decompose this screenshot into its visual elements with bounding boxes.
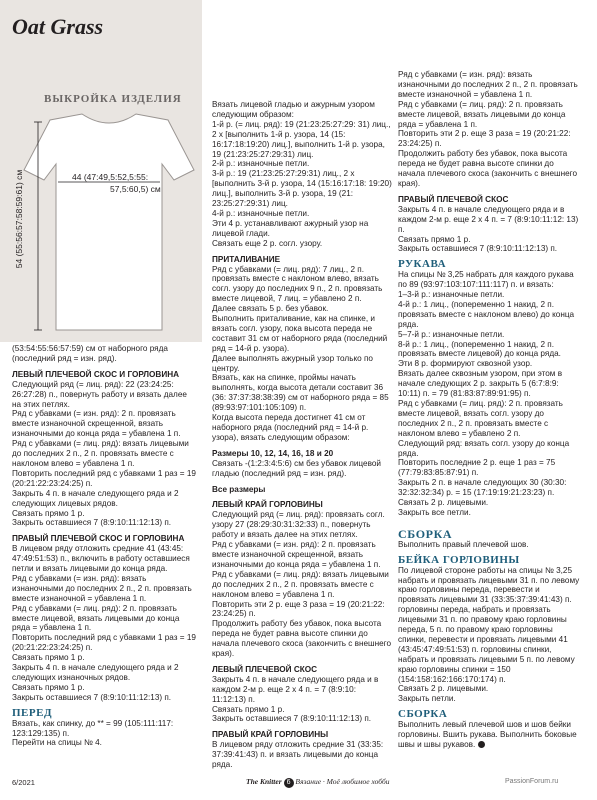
paragraph: Далее связать 5 р. без убавок. bbox=[212, 304, 329, 314]
paragraph: Связать еще 2 р. согл. узору. bbox=[212, 238, 323, 248]
paragraph: Ряд с убавками (= изн. ряд): вязать изнаночными до последних 2 п., 2 п. провязать вместе изнаночной = убавлена 1 п. bbox=[398, 70, 578, 99]
paragraph: Ряд с убавками (= лиц. ряд): вязать лицевыми до последних 2 п., 2 п. провязать вместе с наклоном влево = убавлена 1 п. bbox=[212, 569, 389, 599]
paragraph: Вязать, как на спинке, проймы начать выполнять, когда высота детали составит 36 (36: 37:37:38:38:39) см от наборного ряда = 85 (89:93:97:101:105:109) п. bbox=[212, 373, 389, 413]
magazine-name: The Knitter bbox=[246, 777, 282, 786]
paragraph: 8-й р.: 1 лиц., (попеременно 1 накид, 2 п. провязать вместе лицевой) до конца ряда. bbox=[398, 339, 561, 359]
paragraph: Закрыть 4 п. в начале следующего ряда и 2 следующих изнаночных рядов. bbox=[12, 663, 179, 682]
text-column-1 bbox=[12, 344, 196, 748]
paragraph: 3-й р.: 19 (21:23:25:27:29:31) лиц., 2 х [выполнить 3-й р. узора, 14 (15:16:17:18: 19:20) лиц.], выполнить 3-й р. узора, 19 (21: 23:25:27:29:31) лиц. bbox=[212, 169, 392, 209]
section-heading: РУКАВА bbox=[398, 258, 447, 271]
width-measure-line2: 57,5:60,5) см bbox=[110, 184, 161, 194]
paragraph: Связать прямо 1 р. bbox=[212, 704, 285, 714]
paragraph bbox=[398, 720, 580, 750]
paragraph: Выполнить правый плечевой шов. bbox=[398, 539, 529, 549]
paragraph: (53:54:55:56:57:59) см от наборного ряда (последний ряд = изн. ряд). bbox=[12, 344, 168, 363]
paragraph: Когда высота переда достигнет 41 см от наборного ряда (последний ряд = 14-й р. узора), вязать следующим образом: bbox=[212, 413, 369, 442]
paragraph: Вязать лицевой гладью и ажурным узором следующим образом: bbox=[212, 100, 375, 119]
end-mark-icon bbox=[478, 741, 485, 748]
width-measure-line1: 44 (47:49,5:52,5:55: bbox=[72, 172, 149, 182]
paragraph: Закрыть 4 п. в начале следующего ряда и в каждом 2-м р. еще 2 х 4 п. = 7 (8:9:10:11:12: 13) п. bbox=[398, 204, 579, 234]
paragraph: Закрыть оставшиеся 7 (8:9:10:11:12:13) п. bbox=[212, 714, 372, 724]
paragraph: Ряд с убавками (= изн. ряд): 2 п. провязать вместе изнаночной скрещенной, вязать изнаночными до конца ряда = убавлена 1 п. bbox=[212, 540, 381, 569]
section-heading: ПРАВЫЙ КРАЙ ГОРЛОВИНЫ bbox=[212, 730, 329, 740]
schematic-label: ВЫКРОЙКА ИЗДЕЛИЯ bbox=[44, 93, 182, 105]
paragraph: Эти 4 р. устанавливают ажурный узор на лицевой глади. bbox=[212, 218, 369, 238]
section-heading: ПЕРЕД bbox=[12, 706, 53, 719]
paragraph: Ряд с убавками (= лиц. ряд): 2 п. провязать вместе лицевой, вязать лицевыми до конца ряда = убавлена 1 п. bbox=[12, 603, 180, 633]
paragraph: Следующий ряд (= лиц. ряд): 22 (23:24:25: 26:27:28) п., повернуть работу и вязать далее на этих петлях. bbox=[12, 379, 187, 409]
section-heading: ЛЕВЫЙ КРАЙ ГОРЛОВИНЫ bbox=[212, 500, 323, 510]
paragraph: Эти 8 р. формируют сквозной узор. bbox=[398, 359, 533, 369]
paragraph: Закрыть петли. bbox=[398, 694, 456, 704]
paragraph: Ряд с убавками (= лиц. ряд): 7 лиц., 2 п. провязать вместе с наклоном влево, вязать согл. узору до последних 9 п., 2 п. провязать вместе лицевой, 7 лиц. = убавлено 2 п. bbox=[212, 264, 383, 304]
paragraph: На спицы № 3,25 набрать для каждого рукава по 89 (93:97:103:107:111:117) п. и вязать: bbox=[398, 270, 574, 290]
paragraph: Продолжить работу без убавок, пока высота переда не будет равна высоте спинки до начала плечевого скоса (закончить с внешнего края). bbox=[212, 619, 392, 659]
section-heading: ЛЕВЫЙ ПЛЕЧЕВОЙ СКОС bbox=[212, 664, 318, 674]
paragraph: В лицевом ряду отложить средние 31 (33:35: 37:39:41:43) п. и вязать лицевыми до конца ряда. bbox=[212, 740, 384, 770]
tshirt-outline-icon bbox=[14, 102, 204, 338]
magazine-tagline: Вязание · Моё любимое хобби bbox=[295, 777, 390, 786]
section-heading: Все размеры bbox=[212, 484, 266, 494]
issue-number: 6/2021 bbox=[12, 778, 35, 787]
paragraph: Повторить эти 2 р. еще 3 раза = 19 (20:21:22: 23:24:25) п. bbox=[398, 129, 571, 149]
paragraph: 5–7-й р.: изнаночные петли. bbox=[398, 329, 505, 339]
paragraph: Ряд с убавками (= лиц. ряд): 2 п. провязать вместе лицевой, вязать согл. узору до последних 2 п., 2 п. провязать вместе с наклоном влево = убавлено 2 п. bbox=[398, 399, 563, 438]
paragraph: Закрыть все петли. bbox=[398, 507, 471, 517]
section-heading: ПРАВЫЙ ПЛЕЧЕВОЙ СКОС И ГОРЛОВИНА bbox=[12, 534, 185, 544]
paragraph: Закрыть 2 п. в начале следующих 30 (30:30: 32:32:32:34) р. = 15 (17:19:19:21:23:23) п. bbox=[398, 478, 567, 498]
paragraph: 4-й р.: изнаночные петли. bbox=[212, 208, 310, 218]
paragraph: Следующий ряд: вязать согл. узору до конца ряда. bbox=[398, 438, 570, 458]
section-heading: СБОРКА bbox=[398, 526, 453, 541]
paragraph: Далее выполнять ажурный узор только по центру. bbox=[212, 353, 373, 373]
section-heading: ПРИТАЛИВАНИЕ bbox=[212, 254, 281, 264]
section-heading: БЕЙКА ГОРЛОВИНЫ bbox=[398, 553, 520, 566]
paragraph: Повторить последний ряд с убавками 1 раз = 19 (20:21:22:23:24:25) п. bbox=[12, 468, 196, 488]
paragraph-text: Выполнить левый плечевой шов и шов бейки горловины. Вшить рукава. Выполнить боковые швы и швы рукавов. bbox=[398, 720, 577, 749]
paragraph: Закрыть оставшиеся 7 (8:9:10:11:12:13) п. bbox=[398, 244, 558, 254]
section-heading: СБОРКА bbox=[398, 708, 448, 721]
paragraph: Связать прямо 1 р. bbox=[12, 508, 85, 518]
paragraph: Связать 2 р. лицевыми. bbox=[398, 684, 489, 694]
paragraph: 2-й р.: изнаночные петли. bbox=[212, 159, 310, 169]
paragraph: Закрыть 4 п. в начале следующего ряда и в каждом 2-м р. еще 2 х 4 п. = 7 (8:9:10: 11:12:13) п. bbox=[212, 674, 379, 704]
paragraph: Закрыть 4 п. в начале следующего ряда и 2 следующих лицевых рядов. bbox=[12, 488, 179, 508]
paragraph: Ряд с убавками (= изн. ряд): 2 п. провязать вместе изнаночной скрещенной, вязать изнаночными до конца ряда = убавлена 1 п. bbox=[12, 409, 181, 439]
paragraph: Повторить последние 2 р. еще 1 раз = 75 (77:79:83:85:87:91) п. bbox=[398, 458, 556, 478]
paragraph: Ряд с убавками (= лиц. ряд): вязать лицевыми до последних 2 п., 2 п. провязать вместе с наклоном влево = убавлена 1 п. bbox=[12, 439, 189, 468]
paragraph: Связать 2 р. лицевыми. bbox=[398, 498, 489, 508]
section-heading: ЛЕВЫЙ ПЛЕЧЕВОЙ СКОС И ГОРЛОВИНА bbox=[12, 369, 180, 379]
paragraph: По лицевой стороне работы на спицы № 3,25 набрать и провязать лицевыми 31 п. по левому краю горловины переда, перевести и провязать лицевыми 31 (33:35:37:39:41:43) п. горловины переда, набрать и провязать лицевыми 31 п. по правому краю горловины переда, 5 п. по правому краю горловины спинки, перевести и провязать лицевыми 41 (43:45:47:49:51:53) п. горловины спинки, набрать и провязать лицевыми 5 п. по левому краю горловины спинки = 150 (154:158:162:166:170:174) п. bbox=[398, 565, 580, 684]
paragraph: Связать прямо 1 р. bbox=[12, 653, 85, 663]
watermark-site: PassionForum.ru bbox=[505, 778, 559, 785]
garment-schematic bbox=[14, 102, 204, 338]
paragraph: Закрыть оставшиеся 7 (8:9:10:11:12:13) п. bbox=[12, 518, 172, 528]
paragraph: Следующий ряд (= лиц. ряд): провязать согл. узору 27 (28:29:30:31:32:33) п., повернуть работу и вязать далее на этих петлях. bbox=[212, 510, 385, 540]
paragraph: Повторить эти 2 р. еще 3 раза = 19 (20:21:22: 23:24:25) п. bbox=[212, 599, 385, 619]
height-measure: 54 (55:56:57:58:59:61) см bbox=[14, 169, 24, 269]
paragraph: 1–3-й р.: изнаночные петли. bbox=[398, 290, 505, 300]
paragraph: Вязать далее сквозным узором, при этом в начале следующих 2 р. закрыть 5 (6:7:8:9: 10:11) п. = 79 (81:83:87:89:91:95) п. bbox=[398, 369, 563, 399]
text-column-3 bbox=[398, 70, 580, 750]
paragraph: В лицевом ряду отложить средние 41 (43:45: 47:49:51:53) п., включить в работу оставшиеся петли и вязать лицевыми до конца ряда. bbox=[12, 544, 190, 574]
paragraph: Повторить последний ряд с убавками 1 раз = 19 (20:21:22:23:24:25) п. bbox=[12, 633, 196, 653]
paragraph: Перейти на спицы № 4. bbox=[12, 738, 102, 748]
page-title: Oat Grass bbox=[12, 14, 104, 39]
paragraph: Закрыть оставшиеся 7 (8:9:10:11:12:13) п. bbox=[12, 692, 172, 702]
section-heading: Размеры 10, 12, 14, 16, 18 и 20 bbox=[212, 448, 334, 458]
section-heading: ПРАВЫЙ ПЛЕЧЕВОЙ СКОС bbox=[398, 194, 509, 204]
page-number: 6 bbox=[284, 778, 294, 788]
paragraph: Ряд с убавками (= лиц. ряд): 2 п. провязать вместе лицевой, вязать лицевыми до конца ряда = убавлена 1 п. bbox=[398, 99, 566, 129]
paragraph: Продолжить работу без убавок, пока высота переда не будет равна высоте спинки до начала плечевого скоса (закончить с внешнего края). bbox=[398, 149, 578, 188]
paragraph: Вязать, как спинку, до ** = 99 (105:111:117: 123:129:135) п. bbox=[12, 718, 174, 738]
text-column-2 bbox=[212, 100, 392, 770]
paragraph: Связать прямо 1 р. bbox=[398, 234, 471, 244]
footer-magazine bbox=[246, 777, 390, 788]
paragraph: Связать прямо 1 р. bbox=[12, 682, 85, 692]
paragraph: Ряд с убавками (= изн. ряд): вязать изнаночными до последних 2 п., 2 п. провязать вместе изнаночной = убавлена 1 п. bbox=[12, 573, 192, 603]
paragraph: Выполнить приталивание, как на спинке, и вязать согл. узору, пока высота переда не составит 31 см от наборного ряда (последний ряд = 14-й р. узора). bbox=[212, 314, 388, 353]
paragraph: 1-й р. (= лиц. ряд): 19 (21:23:25:27:29: 31) лиц., 2 х [выполнить 1-й р. узора, 14 (15: 16:17:18:19:20) лиц.], выполнить 1-й р. узора, 19 (21:23:25:27:29:31) лиц. bbox=[212, 119, 391, 159]
paragraph: Связать -(1:2:3:4:5:6) см без убавок лицевой гладью (последний ряд = изн. ряд). bbox=[212, 458, 381, 478]
paragraph: 4-й р.: 1 лиц., (попеременно 1 накид, 2 п. провязать вместе с наклоном влево) до конца ряда. bbox=[398, 299, 575, 329]
